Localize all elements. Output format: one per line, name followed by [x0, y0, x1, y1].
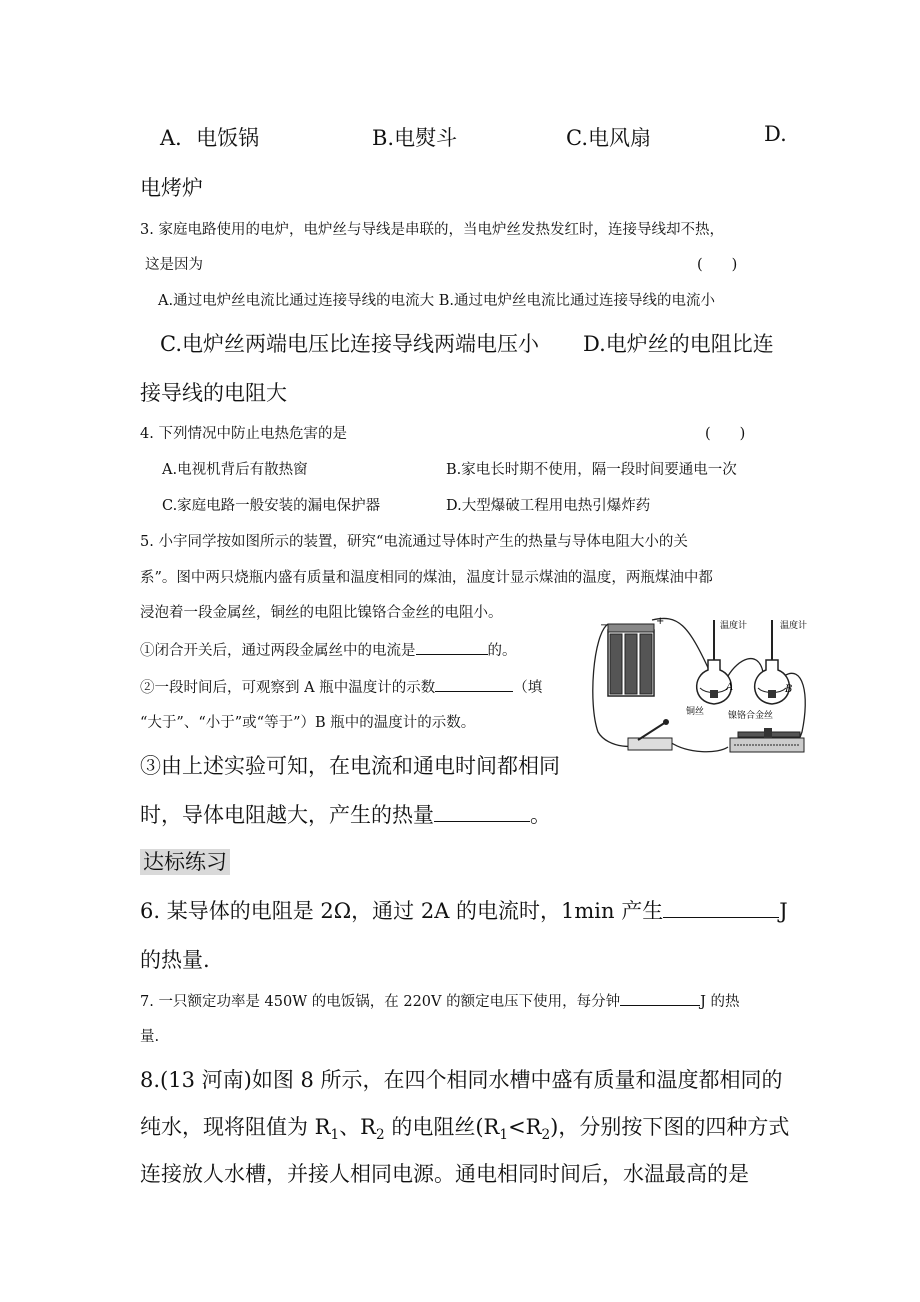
flask-b-label: B: [785, 684, 793, 695]
q3-stem-line2: 这是因为: [145, 257, 203, 273]
q8-sub-r1: 1: [330, 1127, 340, 1144]
q6-line1: [140, 895, 788, 925]
q7-unit: J 的热: [700, 994, 740, 1010]
q2-option-d: D.: [764, 122, 787, 146]
q4-option-d: D.大型爆破工程用电热引爆炸药: [446, 498, 651, 514]
q5-sub1-text: ①闭合开关后，通过两段金属丝中的电流是: [140, 643, 416, 659]
q3-option-d: D.电炉丝的电阻比连: [583, 332, 774, 356]
q6-line2: 的热量.: [140, 948, 210, 972]
circuit-wire-bottom: [670, 742, 728, 752]
q5-sub2-line2: “大于”、“小于”或“等于”）B 瓶中的温度计的示数。: [140, 715, 476, 731]
q5-stem-line1: 5. 小宇同学按如图所示的装置，研究“电流通过导体时产生的热量与导体电阻大小的关: [140, 534, 688, 550]
q5-sub3-line2: [140, 799, 551, 829]
q8-line2-part-e: )，分别按下图的四种方式: [550, 1115, 790, 1139]
q2-option-d-cont: 电烤炉: [140, 176, 203, 200]
nichrome-wire-label: 镍铬合金丝: [728, 711, 774, 721]
q6-text: 6. 某导体的电阻是 2Ω，通过 2A 的电流时，1min 产生: [140, 899, 664, 923]
battery-minus-label: −: [600, 620, 609, 631]
thermometer-b-label: 温度计: [780, 621, 808, 631]
q5-sub3-end: 。: [530, 803, 551, 827]
q6-unit: J: [779, 899, 788, 923]
q8-line1: 8.(13 河南)如图 8 所示，在四个相同水槽中盛有质量和温度都相同的: [140, 1068, 783, 1092]
q3-answer-paren: ( ): [697, 257, 738, 273]
q2-option-a: A．电饭锅: [160, 126, 260, 150]
q7-line1: [140, 990, 740, 1011]
q4-option-b: B.家电长时期不使用，隔一段时间要通电一次: [446, 462, 737, 478]
q3-stem-line1: 3. 家庭电路使用的电炉，电炉丝与导线是串联的，当电炉丝发热发红时，连接导线却不热，: [140, 222, 724, 238]
section-title: [140, 846, 230, 876]
q8-line3: 连接放人水槽，并接人相同电源。通电相同时间后，水温最高的是: [140, 1162, 749, 1186]
q6-blank[interactable]: [663, 896, 779, 918]
q5-sub3-text: 时，导体电阻越大，产生的热量: [140, 803, 434, 827]
experiment-figure: [588, 614, 810, 762]
q5-sub1-blank[interactable]: [416, 640, 488, 656]
q5-sub1-end: 的。: [487, 643, 517, 659]
q4-option-c: C.家庭电路一般安装的漏电保护器: [162, 498, 381, 514]
q5-sub3-line1: ③由上述实验可知，在电流和通电时间都相同: [140, 754, 560, 778]
q5-sub2-end: （填: [513, 680, 543, 696]
thermometer-a-label: 温度计: [720, 621, 748, 631]
q5-sub2: [140, 676, 542, 697]
q5-stem-line3: 浸泡着一段金属丝，铜丝的电阻比镍铬合金丝的电阻小。: [140, 605, 503, 621]
q4-answer-paren: ( ): [705, 426, 746, 442]
flask-a-label: A: [726, 682, 734, 693]
q8-line2-part-a: 纯水，现将阻值为 R: [140, 1115, 331, 1139]
q8-sub-r1b: 1: [499, 1127, 509, 1144]
q4-option-a: A.电视机背后有散热窗: [162, 462, 308, 478]
q8-sub-r2b: 2: [541, 1127, 551, 1144]
q2-option-b: B.电熨斗: [372, 126, 458, 150]
q7-line2: 量.: [140, 1029, 160, 1045]
q5-sub2-text: ②一段时间后，可观察到 A 瓶中温度计的示数: [140, 680, 436, 696]
section-title-text: 达标练习: [140, 849, 230, 875]
q8-line2-part-b: 、R: [339, 1115, 376, 1139]
q7-blank[interactable]: [620, 991, 700, 1007]
q5-sub3-blank[interactable]: [434, 800, 530, 822]
q3-options-ab: A.通过电炉丝电流比通过连接导线的电流大 B.通过电炉丝电流比通过连接导线的电流小: [158, 293, 715, 309]
q5-sub1: [140, 639, 517, 660]
copper-wire-label: 铜丝: [686, 707, 705, 717]
battery-icon: [608, 624, 654, 696]
q3-option-c: C.电炉丝两端电压比连接导线两端电压小: [160, 332, 539, 356]
switch-icon: [628, 719, 672, 750]
battery-plus-label: +: [656, 616, 665, 627]
q3-option-d-cont: 接导线的电阻大: [140, 381, 287, 405]
q8-sub-r2: 2: [376, 1127, 385, 1144]
q5-stem-line2: 系”。图中两只烧瓶内盛有质量和温度相同的煤油，温度计显示煤油的温度，两瓶煤油中都: [140, 570, 713, 586]
rheostat-icon: [730, 728, 804, 752]
q2-option-c: C.电风扇: [566, 126, 651, 150]
q8-line2-part-c: 的电阻丝(R: [384, 1115, 500, 1139]
q8-line2: [140, 1111, 789, 1143]
circuit-wire-middle: [728, 659, 763, 676]
q8-line2-part-d: <R: [508, 1115, 542, 1139]
q5-sub2-blank[interactable]: [435, 677, 513, 693]
q4-stem: 4. 下列情况中防止电热危害的是: [140, 426, 347, 442]
q7-text: 7. 一只额定功率是 450W 的电饭锅，在 220V 的额定电压下使用，每分钟: [140, 994, 621, 1010]
